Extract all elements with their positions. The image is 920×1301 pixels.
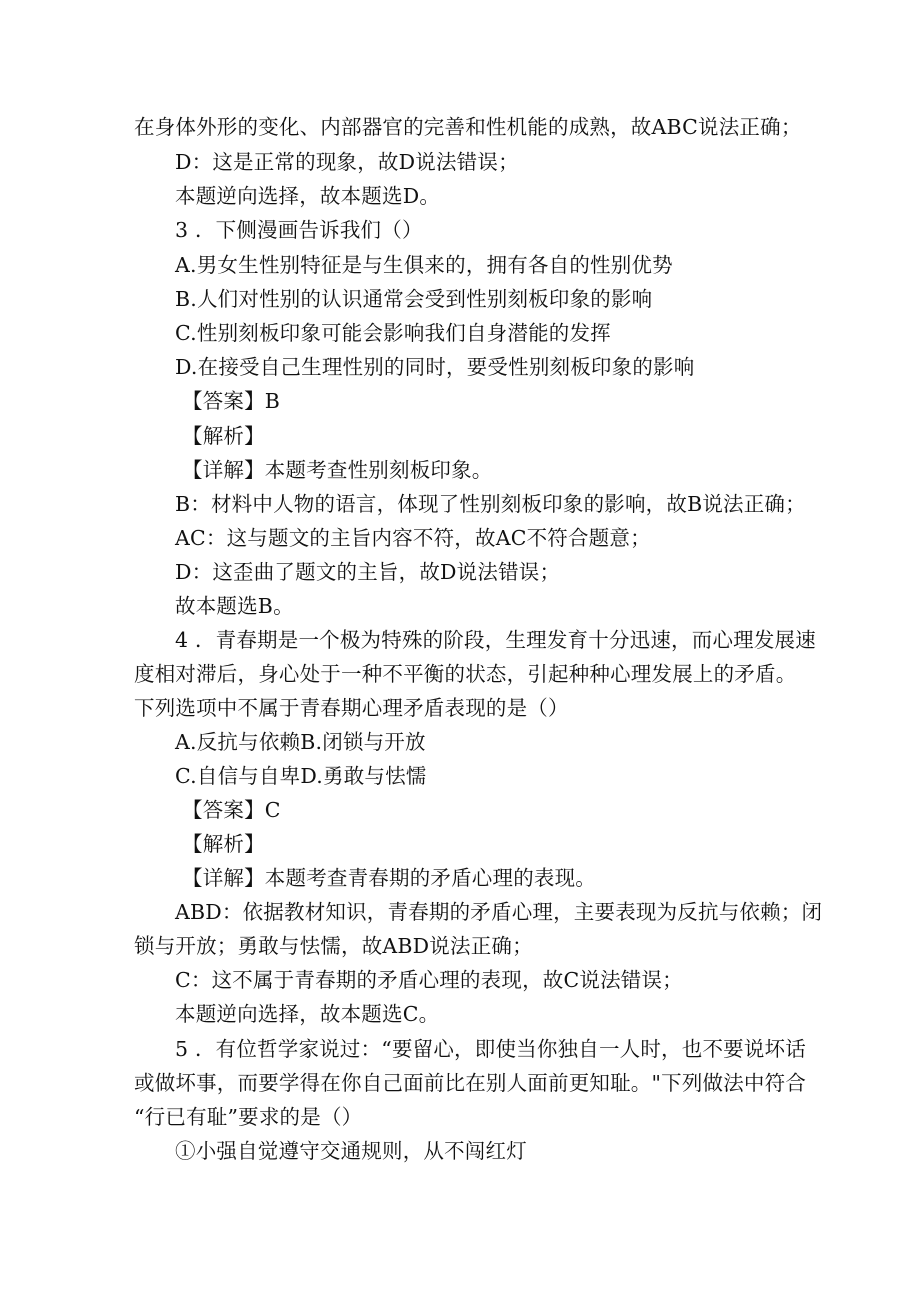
text-line: 本题逆向选择，故本题选D。 [175, 184, 441, 208]
text-line: 本题逆向选择，故本题选C。 [175, 1002, 440, 1026]
options-cd: C.自信与自卑D.勇敢与怯懦 [175, 764, 427, 788]
text-line: D：这歪曲了题文的主旨，故D说法错误； [175, 560, 561, 584]
option-b: B.人们对性别的认识通常会受到性别刻板印象的影响 [175, 287, 653, 311]
answer-label: 【答案】B [182, 389, 281, 413]
option-a: A.男女生性别特征是与生俱来的，拥有各自的性别优势 [175, 253, 673, 277]
option-1: ①小强自觉遵守交通规则，从不闯红灯 [175, 1139, 527, 1163]
option-d: D.在接受自己生理性别的同时，要受性别刻板印象的影响 [175, 355, 695, 379]
option-c: C.性别刻板印象可能会影响我们自身潜能的发挥 [175, 321, 611, 345]
text-line: D：这是正常的现象，故D说法错误； [175, 150, 519, 174]
text-line: 度相对滞后，身心处于一种不平衡的状态，引起种种心理发展上的矛盾。 [134, 662, 797, 686]
question-3-stem: 3 ．下侧漫画告诉我们（） [175, 218, 423, 242]
text-line: C：这不属于青春期的矛盾心理的表现，故C说法错误； [175, 968, 683, 992]
analysis-label: 【解析】 [182, 424, 265, 448]
question-5-stem: 5 ．有位哲学家说过：“要留心，即使当你独自一人时，也不要说坏话 [175, 1037, 806, 1061]
detail-label: 【详解】本题考查青春期的矛盾心理的表现。 [182, 866, 596, 890]
text-line: 故本题选B。 [175, 594, 294, 618]
text-line: 或做坏事，而要学得在你自己面前比在别人面前更知耻。"下列做法中符合 [134, 1071, 807, 1095]
answer-label: 【答案】C [182, 798, 281, 822]
text-line: ABD：依据教材知识，青春期的矛盾心理，主要表现为反抗与依赖；闭 [175, 900, 823, 924]
text-line: B：材料中人物的语言，体现了性别刻板印象的影响，故B说法正确； [175, 492, 806, 516]
text-line: 在身体外形的变化、内部器官的完善和性机能的成熟，故ABC说法正确； [134, 115, 802, 139]
text-line: 锁与开放；勇敢与怯懦，故ABD说法正确； [134, 934, 533, 958]
text-line: “行已有耻”要求的是（） [134, 1105, 363, 1129]
options-ab: A.反抗与依赖B.闭锁与开放 [175, 730, 426, 754]
text-line: AC：这与题文的主旨内容不符，故AC不符合题意； [175, 526, 651, 550]
detail-label: 【详解】本题考查性别刻板印象。 [182, 458, 493, 482]
question-4-stem: 4 ．青春期是一个极为特殊的阶段，生理发育十分迅速，而心理发展速 [175, 628, 816, 652]
analysis-label: 【解析】 [182, 832, 265, 856]
text-line: 下列选项中不属于青春期心理矛盾表现的是（） [134, 696, 569, 720]
